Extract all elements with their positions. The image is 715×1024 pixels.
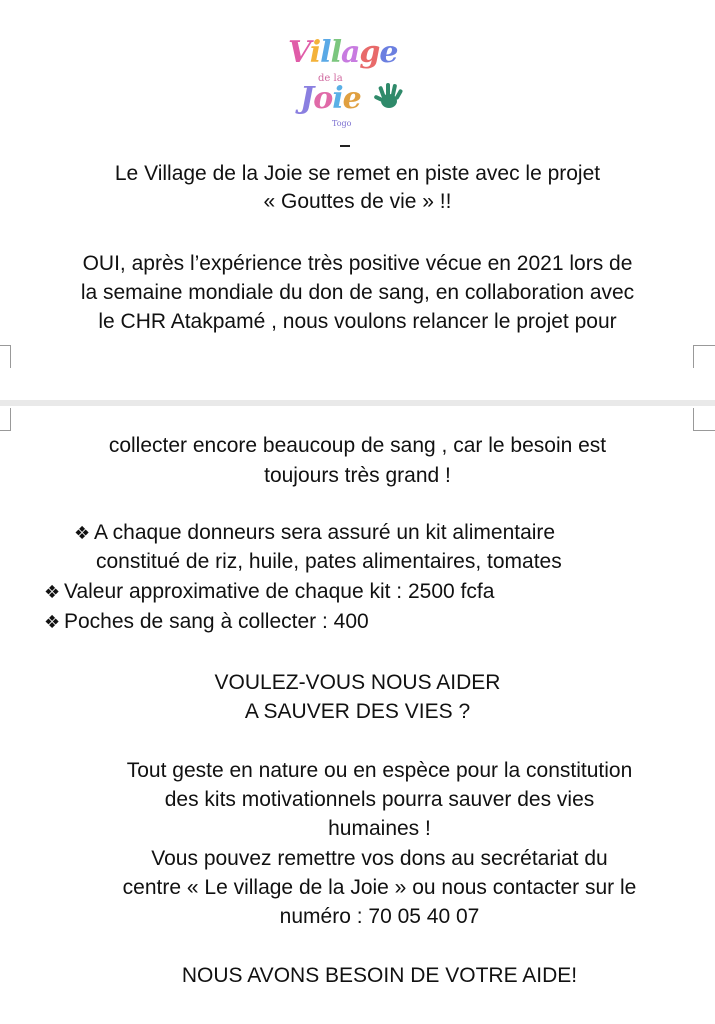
logo-togo-text: Togo [332,119,352,128]
paragraph2-line-3: humaines ! [328,817,431,840]
page-corner-mark [0,345,11,368]
paragraph1-line-5: toujours très grand ! [264,464,451,487]
phone-number: 70 05 40 07 [368,905,480,928]
header-divider [340,145,350,147]
intro-line-2: « Gouttes de vie » !! [263,190,452,213]
call-line-2: A SAUVER DES VIES ? [244,700,471,723]
handprint-icon [372,80,406,114]
logo-joie-text: Joie [300,81,361,116]
paragraph1-line-1: OUI, après l’expérience très positive vécue en 2021 lors de [82,252,633,275]
bullet-value [44,578,494,606]
paragraph1-line-3: le CHR Atakpamé , nous voulons relancer le projet pour [98,310,617,333]
page-corner-mark [0,408,11,431]
paragraph1-line-2: la semaine mondiale du don de sang, en collaboration avec [80,281,635,304]
logo-de-la-text: de la [318,73,343,84]
paragraph2-line-4: Vous pouvez remettre vos dons au secrétariat du [151,847,608,870]
village-de-la-joie-logo [282,34,412,134]
bullet-pouches-text: Poches de sang à collecter : 400 [64,610,369,633]
paragraph1-line-4: collecter encore beaucoup de sang , car le besoin est [108,434,607,457]
call-line-1: VOULEZ-VOUS NOUS AIDER [214,671,501,694]
phone-label: numéro : [279,905,369,928]
closing-line: NOUS AVONS BESOIN DE VOTRE AIDE! [181,964,578,987]
intro-line-1: Le Village de la Joie se remet en piste avec le projet [114,162,601,185]
logo-village-text: Village [288,35,398,70]
bullet-value-text: Valeur approximative de chaque kit : 2500 fcfa [64,580,495,603]
page-break [0,400,715,406]
page-corner-mark [693,345,715,368]
diamond-bullet-icon: ❖ [74,523,91,543]
diamond-bullet-icon: ❖ [44,582,61,602]
diamond-bullet-icon: ❖ [44,612,61,632]
paragraph2-line-6 [22,903,715,931]
bullet-kit-text: A chaque donneurs sera assuré un kit alimentaire [94,521,556,544]
bullet-pouches [44,608,369,636]
bullet-kit-continuation: constitué de riz, huile, pates alimentaires, tomates [96,550,562,573]
paragraph2-line-5: centre « Le village de la Joie » ou nous contacter sur le [122,876,637,899]
paragraph2-line-1: Tout geste en nature ou en espèce pour la constitution [126,759,633,782]
page-corner-mark [693,408,715,431]
bullet-kit [74,519,555,547]
paragraph2-line-2: des kits motivationnels pourra sauver des vies [164,788,595,811]
